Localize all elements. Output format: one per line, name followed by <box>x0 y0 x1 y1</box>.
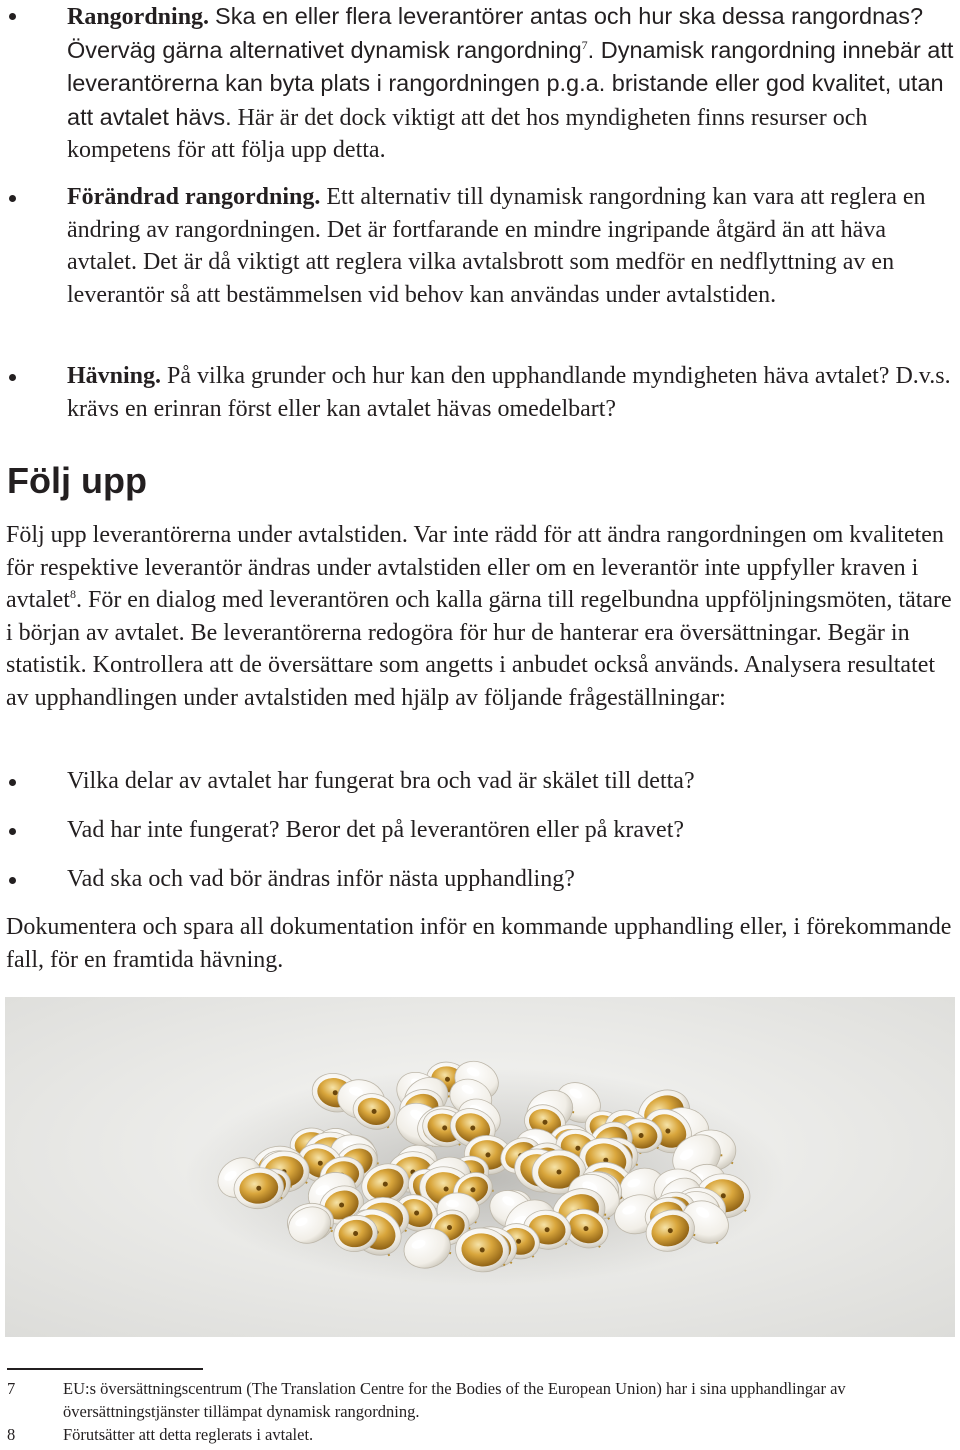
question-item-1 <box>0 765 960 797</box>
footnote-ref: 8 <box>69 587 76 602</box>
bullet-icon <box>9 779 16 786</box>
bullet-sans-text: Ska en eller flera leverantörer antas och hur ska dessa rangordnas? Överväg gärna alternativet dynamisk rangordning <box>67 3 924 63</box>
body-paragraph-2: Dokumentera och spara all dokumentation inför en kommande upphandling eller, i förekommande fall, för en framtida hävning. <box>6 914 952 973</box>
paragraph-part-2: . För en dialog med leverantören och kalla gärna till regelbundna uppföljningsmöten, tätare i början av avtalet. Be leverantörerna redogöra för hur de hanterar era översättningar. Begär in statistik. Kontrollera att de översättare som angetts i anbudet också används. Analysera resultatet av upphandlingen under avtalstiden med hjälp av följande frågeställningar: <box>6 587 952 711</box>
bullet-body-text: Här är det dock viktigt att det hos myndigheten finns resurser och kompetens för att följa upp detta. <box>67 104 868 163</box>
bullet-item-havning <box>0 360 960 430</box>
thumbtacks-photo <box>5 997 955 1337</box>
footnote-text: Förutsätter att detta reglerats i avtalet. <box>63 1425 314 1444</box>
bullet-icon <box>9 374 16 381</box>
bullet-icon <box>9 877 16 884</box>
question-text: Vilka delar av avtalet har fungerat bra och vad är skälet till detta? <box>67 768 695 794</box>
body-paragraph-1 <box>6 519 954 715</box>
question-item-2 <box>0 814 960 846</box>
bullet-item-forandrad-rangordning <box>0 181 960 346</box>
bullet-icon <box>9 195 16 202</box>
question-text: Vad har inte fungerat? Beror det på leverantören eller på kravet? <box>67 817 685 843</box>
section-heading: Följ upp <box>7 460 147 501</box>
footnote-number: 8 <box>7 1425 16 1444</box>
footnote-divider <box>7 1368 203 1370</box>
footnote-text: EU:s översättningscentrum (The Translation Centre for the Bodies of the European Union) har i sina upphandlingar av översättningstjänster tillämpat dynamisk rangordning. <box>63 1379 846 1421</box>
footnote-ref: 7 <box>581 37 588 52</box>
question-item-3 <box>0 863 960 895</box>
bullet-lead: Förändrad rangordning. <box>67 184 321 210</box>
bullet-body-text: Ett alternativ till dynamisk rangordning kan vara att reglera en ändring av rangordningen. Det är fortfarande en mindre ingripande åtgärd än att häva avtalet. Det är då viktigt att reglera vilka avtalsbrott som medför en nedflyttning av en leverantör så att bestämmelsen vid behov kan användas under avtalstiden. <box>67 184 926 308</box>
footnote-7 <box>0 1377 960 1423</box>
bullet-lead: Rangordning. <box>67 4 210 30</box>
question-text: Vad ska och vad bör ändras inför nästa upphandling? <box>67 866 575 892</box>
bullet-sans-text-2: . Dynamisk rangordning innebär att leverantörerna kan byta plats i rangordningen p.g.a. bristande eller god kvalitet, utan att avtalet hävs. <box>67 36 954 130</box>
bullet-text <box>67 360 954 425</box>
bullet-text <box>67 181 954 311</box>
bullet-text <box>67 0 954 167</box>
bullet-body-text: På vilka grunder och hur kan den upphandlande myndigheten häva avtalet? D.v.s. krävs en erinran först eller kan avtalet hävas omedelbart? <box>67 363 951 422</box>
paragraph-part-1: Följ upp leverantörerna under avtalstiden. Var inte rädd för att ändra rangordningen om kvaliteten för respektive leverantör ändras under avtalstiden eller om en leverantör inte uppfyller kraven i avtalet <box>6 522 944 614</box>
bullet-icon <box>9 828 16 835</box>
footnote-number: 7 <box>7 1379 16 1398</box>
thumbtacks-image <box>5 997 955 1337</box>
bullet-lead: Hävning. <box>67 363 162 389</box>
footnote-8 <box>0 1423 960 1446</box>
bullet-item-rangordning <box>0 0 960 165</box>
bullet-icon <box>9 13 16 20</box>
